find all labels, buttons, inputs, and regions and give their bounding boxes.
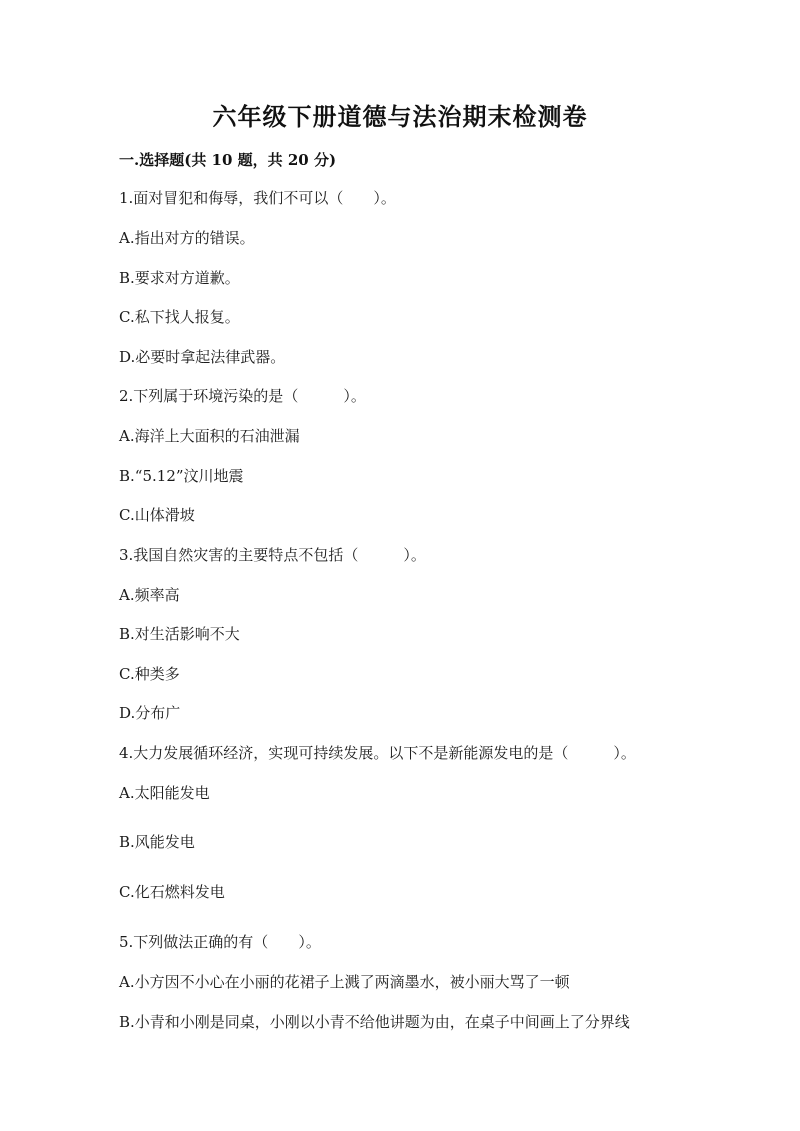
question-3-option-c: C.种类多 [119, 665, 180, 683]
question-3-option-d: D.分布广 [119, 704, 181, 722]
question-1-option-a: A.指出对方的错误。 [119, 229, 255, 247]
question-4-option-a: A.太阳能发电 [119, 784, 210, 802]
question-3-option-a: A.频率高 [119, 586, 180, 604]
question-1-option-b: B.要求对方道歉。 [119, 269, 240, 287]
question-1-option-c: C.私下找人报复。 [119, 308, 240, 326]
page-title: 六年级下册道德与法治期末检测卷 [212, 102, 588, 131]
question-4-option-c: C.化石燃料发电 [119, 883, 225, 901]
question-1-stem: 1.面对冒犯和侮辱，我们不可以（ ）。 [119, 189, 396, 207]
question-4-option-b: B.风能发电 [119, 833, 195, 851]
question-3-stem: 3.我国自然灾害的主要特点不包括（ ）。 [119, 546, 426, 564]
question-2-option-c: C.山体滑坡 [119, 506, 195, 524]
question-2-option-a: A.海洋上大面积的石油泄漏 [119, 427, 300, 445]
question-1-option-d: D.必要时拿起法律武器。 [119, 348, 286, 366]
section-heading: 一.选择题(共 10 题，共 20 分) [119, 151, 337, 169]
question-5-option-b: B.小青和小刚是同桌，小刚以小青不给他讲题为由，在桌子中间画上了分界线 [119, 1013, 630, 1031]
question-2-option-b: B.“5.12”汶川地震 [119, 467, 244, 485]
question-4-stem: 4.大力发展循环经济，实现可持续发展。以下不是新能源发电的是（ ）。 [119, 744, 636, 762]
question-5-option-a: A.小方因不小心在小丽的花裙子上溅了两滴墨水，被小丽大骂了一顿 [119, 973, 570, 991]
question-3-option-b: B.对生活影响不大 [119, 625, 240, 643]
question-2-stem: 2.下列属于环境污染的是（ ）。 [119, 387, 366, 405]
question-5-stem: 5.下列做法正确的有（ ）。 [119, 933, 321, 951]
